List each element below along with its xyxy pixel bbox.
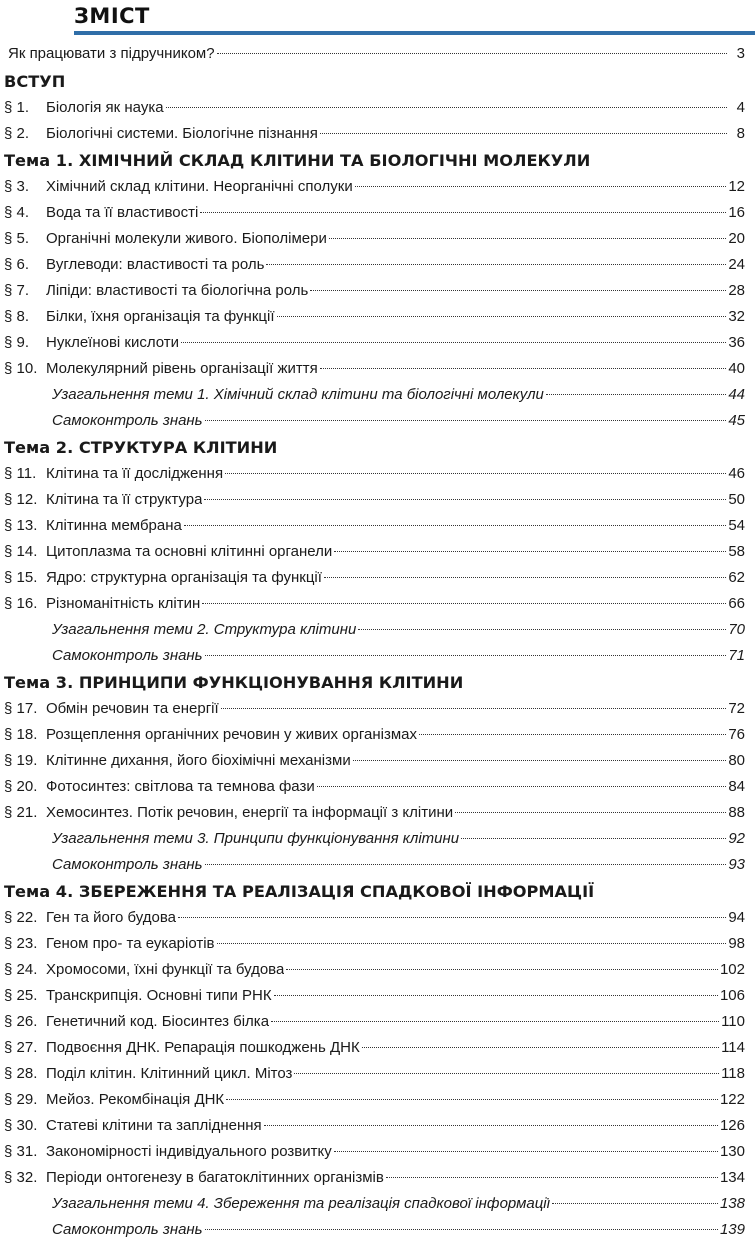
dot-leader — [353, 760, 727, 761]
page-number: 92 — [728, 830, 745, 847]
paragraph-number: § 20. — [4, 778, 38, 795]
page-number: 45 — [728, 412, 745, 429]
page-number: 32 — [728, 308, 745, 325]
paragraph-number: § 12. — [4, 491, 38, 508]
dot-leader — [274, 995, 718, 996]
paragraph-number: § 18. — [4, 726, 38, 743]
paragraph-number: § 9. — [4, 334, 30, 351]
paragraph-number: § 14. — [4, 543, 38, 560]
entry-label: Обмін речовин та енергії — [46, 700, 219, 717]
toc-entry[interactable] — [0, 513, 755, 539]
dot-leader — [455, 812, 726, 813]
entry-label: Органічні молекули живого. Біополімери — [46, 230, 327, 247]
toc-entry[interactable] — [0, 931, 755, 957]
page-number: 76 — [728, 726, 745, 743]
entry-label: Ген та його будова — [46, 909, 176, 926]
paragraph-number: § 1. — [4, 99, 30, 116]
toc-entry[interactable] — [0, 905, 755, 931]
page-number: 62 — [728, 569, 745, 586]
dot-leader — [205, 655, 727, 656]
toc-subentry[interactable] — [0, 382, 755, 408]
page-number: 88 — [728, 804, 745, 821]
dot-leader — [205, 420, 727, 421]
page-number: 102 — [719, 961, 745, 978]
heading-label: Тема 2. СТРУКТУРА КЛІТИНИ — [4, 438, 278, 457]
page-number: 24 — [728, 256, 745, 273]
toc-entry[interactable] — [0, 252, 755, 278]
entry-label: Клітинна мембрана — [46, 517, 182, 534]
entry-label: Клітина та її структура — [46, 491, 203, 508]
page-number: 58 — [728, 543, 745, 560]
page-number: 40 — [728, 360, 745, 377]
paragraph-number: § 30. — [4, 1117, 38, 1134]
title-underline — [74, 31, 755, 35]
toc-entry[interactable] — [0, 1009, 755, 1035]
paragraph-number: § 15. — [4, 569, 38, 586]
paragraph-number: § 3. — [4, 178, 30, 195]
toc-entry[interactable] — [0, 774, 755, 800]
dot-leader — [358, 629, 726, 630]
dot-leader — [461, 838, 726, 839]
toc-entry[interactable] — [0, 957, 755, 983]
entry-label: Геном про- та еукаріотів — [46, 935, 215, 952]
entry-label: Білки, їхня організація та функції — [46, 308, 275, 325]
entry-label: Цитоплазма та основні клітинні органели — [46, 543, 333, 560]
toc-entry[interactable] — [0, 1113, 755, 1139]
page-number: 46 — [728, 465, 745, 482]
paragraph-number: § 11. — [4, 465, 37, 482]
toc-entry[interactable] — [0, 174, 755, 200]
toc-entry[interactable] — [0, 356, 755, 382]
page-number: 134 — [719, 1169, 745, 1186]
toc-entry[interactable] — [0, 40, 755, 68]
entry-label: Транскрипція. Основні типи РНК — [46, 987, 272, 1004]
paragraph-number: § 31. — [4, 1143, 38, 1160]
entry-label: Нуклеїнові кислоти — [46, 334, 180, 351]
dot-leader — [386, 1177, 718, 1178]
paragraph-number: § 16. — [4, 595, 38, 612]
toc-entry[interactable] — [0, 565, 755, 591]
page-number: 72 — [728, 700, 745, 717]
paragraph-number: § 28. — [4, 1065, 38, 1082]
page-number: 106 — [719, 987, 745, 1004]
paragraph-number: § 19. — [4, 752, 38, 769]
page-number: 50 — [728, 491, 745, 508]
entry-label: Біологія як наука — [46, 99, 164, 116]
toc-entry[interactable] — [0, 696, 755, 722]
dot-leader — [225, 473, 726, 474]
paragraph-number: § 21. — [4, 804, 38, 821]
toc-entry[interactable] — [0, 983, 755, 1009]
entry-label: Вода та її властивості — [46, 204, 199, 221]
dot-leader — [419, 734, 726, 735]
entry-label: Хімічний склад клітини. Неорганічні сполуки — [46, 178, 353, 195]
toc-entry[interactable] — [0, 95, 755, 121]
section-heading — [0, 68, 755, 95]
entry-label: Хромосоми, їхні функції та будова — [46, 961, 285, 978]
dot-leader — [226, 1099, 718, 1100]
entry-label: Поділ клітин. Клітинний цикл. Мітоз — [46, 1065, 293, 1082]
toc-entry[interactable] — [0, 1035, 755, 1061]
dot-leader — [271, 1021, 719, 1022]
page-number: 16 — [728, 204, 745, 221]
entry-label: Самоконтроль знань — [52, 1221, 203, 1238]
entry-label: Самоконтроль знань — [52, 856, 203, 873]
toc-subentry[interactable] — [0, 1191, 755, 1217]
dot-leader — [355, 186, 727, 187]
dot-leader — [329, 238, 726, 239]
entry-label: Узагальнення теми 1. Хімічний склад клітини та біологічні молекули — [52, 386, 544, 403]
paragraph-number: § 29. — [4, 1091, 38, 1108]
page-number: 71 — [728, 647, 745, 664]
toc-entry[interactable] — [0, 487, 755, 513]
section-heading — [0, 434, 755, 461]
entry-label: Ліпіди: властивості та біологічна роль — [46, 282, 309, 299]
dot-leader — [286, 969, 718, 970]
toc-subentry[interactable] — [0, 617, 755, 643]
toc-subentry[interactable] — [0, 852, 755, 878]
toc-entry[interactable] — [0, 591, 755, 617]
entry-label: Мейоз. Рекомбінація ДНК — [46, 1091, 225, 1108]
dot-leader — [178, 917, 726, 918]
dot-leader — [204, 499, 726, 500]
paragraph-number: § 4. — [4, 204, 30, 221]
dot-leader — [310, 290, 726, 291]
section-heading — [0, 878, 755, 905]
page-number: 84 — [728, 778, 745, 795]
entry-label: Самоконтроль знань — [52, 647, 203, 664]
dot-leader — [205, 864, 727, 865]
entry-label: Фотосинтез: світлова та темнова фази — [46, 778, 315, 795]
page-number: 70 — [728, 621, 745, 638]
entry-label: Розщеплення органічних речовин у живих організмах — [46, 726, 417, 743]
dot-leader — [181, 342, 726, 343]
toc-entry[interactable] — [0, 200, 755, 226]
entry-label: Генетичний код. Біосинтез білка — [46, 1013, 270, 1030]
page-number: 3 — [736, 45, 745, 62]
dot-leader — [166, 107, 727, 108]
page-number: 118 — [721, 1065, 745, 1082]
entry-label: Різноманітність клітин — [46, 595, 201, 612]
page-number: 126 — [719, 1117, 745, 1134]
toc-entry[interactable] — [0, 121, 755, 147]
entry-label: Хемосинтез. Потік речовин, енергії та інформації з клітини — [46, 804, 454, 821]
toc-subentry[interactable] — [0, 408, 755, 434]
dot-leader — [184, 525, 726, 526]
page-number: 8 — [736, 125, 745, 142]
page-number: 4 — [736, 99, 745, 116]
dot-leader — [362, 1047, 719, 1048]
entry-label: Молекулярний рівень організації життя — [46, 360, 318, 377]
toc-entry[interactable] — [0, 1087, 755, 1113]
entry-label: Закономірності індивідуального розвитку — [46, 1143, 332, 1160]
paragraph-number: § 7. — [4, 282, 30, 299]
paragraph-number: § 5. — [4, 230, 30, 247]
paragraph-number: § 8. — [4, 308, 30, 325]
page-number: 80 — [728, 752, 745, 769]
dot-leader — [320, 368, 727, 369]
toc-entry[interactable] — [0, 539, 755, 565]
page-number: 130 — [719, 1143, 745, 1160]
dot-leader — [266, 264, 726, 265]
toc-entry[interactable] — [0, 800, 755, 826]
page-number: 12 — [728, 178, 745, 195]
section-heading — [0, 669, 755, 696]
entry-label: Клітинне дихання, його біохімічні механізми — [46, 752, 351, 769]
page-number: 138 — [719, 1195, 745, 1212]
paragraph-number: § 2. — [4, 125, 30, 142]
heading-label: Тема 4. ЗБЕРЕЖЕННЯ ТА РЕАЛІЗАЦІЯ СПАДКОВОЇ ІНФОРМАЦІЇ — [4, 882, 595, 901]
entry-label: Як працювати з підручником? — [8, 45, 215, 62]
toc-entry[interactable] — [0, 304, 755, 330]
toc-entry[interactable] — [0, 330, 755, 356]
dot-leader — [221, 708, 727, 709]
page-number: 66 — [728, 595, 745, 612]
paragraph-number: § 17. — [4, 700, 38, 717]
dot-leader — [324, 577, 726, 578]
toc-entry[interactable] — [0, 278, 755, 304]
dot-leader — [546, 394, 726, 395]
page-number: 20 — [728, 230, 745, 247]
dot-leader — [205, 1229, 718, 1230]
toc-entry[interactable] — [0, 748, 755, 774]
page-number: 94 — [728, 909, 745, 926]
toc-header — [0, 0, 755, 40]
entry-label: Узагальнення теми 2. Структура клітини — [52, 621, 357, 638]
toc-subentry[interactable] — [0, 826, 755, 852]
paragraph-number: § 27. — [4, 1039, 38, 1056]
heading-label: ВСТУП — [4, 72, 66, 91]
paragraph-number: § 6. — [4, 256, 30, 273]
entry-label: Статеві клітини та запліднення — [46, 1117, 262, 1134]
dot-leader — [294, 1073, 719, 1074]
entry-label: Ядро: структурна організація та функції — [46, 569, 322, 586]
entry-label: Узагальнення теми 4. Збереження та реалізація спадкової інформації — [52, 1195, 550, 1212]
page-number: 93 — [728, 856, 745, 873]
entry-label: Подвоєння ДНК. Репарація пошкоджень ДНК — [46, 1039, 360, 1056]
dot-leader — [277, 316, 727, 317]
paragraph-number: § 22. — [4, 909, 38, 926]
paragraph-number: § 23. — [4, 935, 38, 952]
toc-entry[interactable] — [0, 461, 755, 487]
entry-label: Самоконтроль знань — [52, 412, 203, 429]
dot-leader — [202, 603, 726, 604]
dot-leader — [334, 551, 726, 552]
page-number: 122 — [719, 1091, 745, 1108]
page-number: 139 — [719, 1221, 745, 1238]
page-number: 110 — [721, 1013, 745, 1030]
entry-label: Клітина та її дослідження — [46, 465, 224, 482]
dot-leader — [334, 1151, 718, 1152]
toc-entry[interactable] — [0, 1165, 755, 1191]
entry-label: Узагальнення теми 3. Принципи функціонування клітини — [52, 830, 460, 847]
paragraph-number: § 10. — [4, 360, 38, 377]
toc-subentry[interactable] — [0, 1217, 755, 1243]
page-number: 44 — [728, 386, 745, 403]
dot-leader — [200, 212, 726, 213]
toc-subentry[interactable] — [0, 643, 755, 669]
paragraph-number: § 26. — [4, 1013, 38, 1030]
toc-entry[interactable] — [0, 1061, 755, 1087]
entry-label: Вуглеводи: властивості та роль — [46, 256, 265, 273]
page-number: 36 — [728, 334, 745, 351]
toc-entry[interactable] — [0, 226, 755, 252]
paragraph-number: § 25. — [4, 987, 38, 1004]
page-number: 98 — [728, 935, 745, 952]
entry-label: Періоди онтогенезу в багатоклітинних організмів — [46, 1169, 384, 1186]
dot-leader — [552, 1203, 718, 1204]
entry-label: Біологічні системи. Біологічне пізнання — [46, 125, 318, 142]
page-number: 28 — [728, 282, 745, 299]
toc-list — [0, 40, 755, 1243]
paragraph-number: § 32. — [4, 1169, 38, 1186]
section-heading — [0, 147, 755, 174]
paragraph-number: § 13. — [4, 517, 38, 534]
paragraph-number: § 24. — [4, 961, 38, 978]
dot-leader — [320, 133, 727, 134]
dot-leader — [317, 786, 727, 787]
dot-leader — [264, 1125, 718, 1126]
page-title: ЗМІСТ — [74, 4, 150, 28]
toc-entry[interactable] — [0, 722, 755, 748]
dot-leader — [217, 53, 727, 54]
page-number: 54 — [728, 517, 745, 534]
heading-label: Тема 3. ПРИНЦИПИ ФУНКЦІОНУВАННЯ КЛІТИНИ — [4, 673, 464, 692]
dot-leader — [217, 943, 727, 944]
heading-label: Тема 1. ХІМІЧНИЙ СКЛАД КЛІТИНИ ТА БІОЛОГІЧНІ МОЛЕКУЛИ — [4, 151, 591, 170]
toc-entry[interactable] — [0, 1139, 755, 1165]
page-number: 114 — [721, 1039, 745, 1056]
